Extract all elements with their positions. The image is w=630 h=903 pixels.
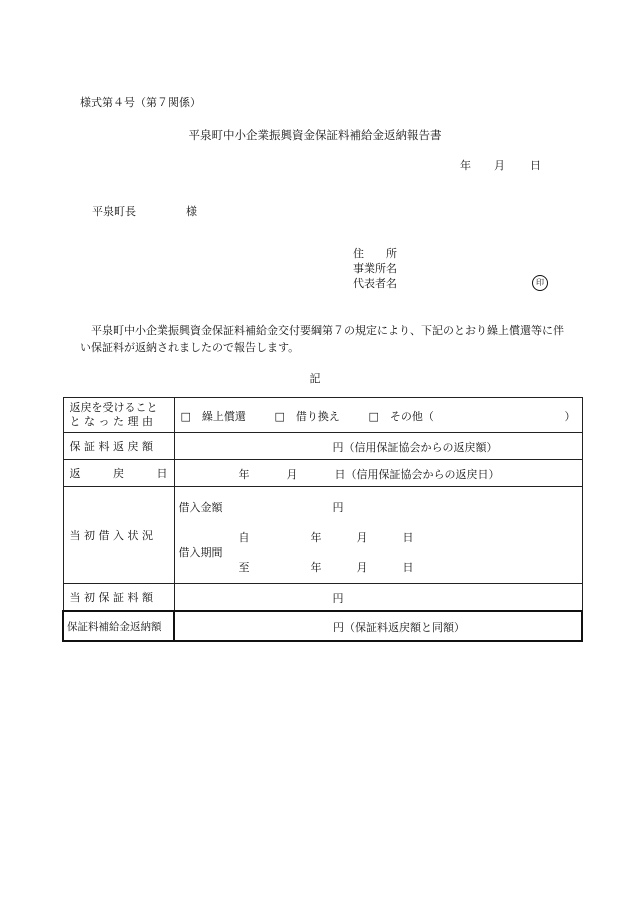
- loan-amount-label: 借入金額: [178, 501, 223, 514]
- period-to: 至: [238, 561, 250, 574]
- reason-label: [63, 398, 174, 433]
- row-return-amount: [63, 611, 582, 641]
- date-month: 月: [494, 159, 505, 172]
- initial-fee-label: 当 初 保 証 料 額: [69, 591, 153, 604]
- option-other-close: ）: [564, 410, 576, 423]
- business-name-label: 事業所名: [353, 262, 397, 275]
- row-initial-fee: [63, 584, 582, 612]
- period-from-day: 日: [402, 531, 414, 544]
- loan-amount-unit[interactable]: 円: [332, 501, 344, 514]
- row-refund-amount: [63, 433, 582, 460]
- reason-label-line1: 返戻を受けること: [69, 401, 158, 414]
- return-amount-label: 保証料補給金返納額: [67, 620, 162, 633]
- return-amount-label-cell: [63, 611, 174, 641]
- form-number: 様式第４号（第７関係）: [80, 96, 201, 109]
- period-from: 自: [238, 531, 250, 544]
- refund-date-label: [64, 465, 174, 481]
- row-reason: [63, 398, 582, 433]
- record-mark: 記: [309, 372, 321, 385]
- reason-options-cell: [174, 398, 582, 433]
- address-label: 住 所: [353, 247, 397, 260]
- option-early-repayment[interactable]: □ 繰上償還: [180, 410, 246, 423]
- period-to-day: 日: [402, 561, 414, 574]
- reason-label-line2: と な っ た 理 由: [69, 415, 153, 428]
- initial-loan-cell: [174, 487, 582, 584]
- refund-date-label-char-3: 日: [156, 467, 168, 480]
- date-year: 年: [460, 159, 471, 172]
- return-amount-unit: 円（保証料返戻額と同額）: [333, 621, 465, 634]
- refund-date-year: 年: [238, 468, 250, 481]
- body-text: 平泉町中小企業振興資金保証料補給金交付要綱第７の規定により、下記のとおり繰上償還等に伴い保証料が返納されましたので報告します。: [80, 324, 564, 354]
- initial-fee-unit: 円: [332, 592, 344, 605]
- refund-date-day: 日（信用保証協会からの返戻日）: [334, 468, 500, 481]
- row-initial-loan: [63, 487, 582, 584]
- seal-mark: 印: [532, 275, 548, 291]
- return-amount-cell[interactable]: [174, 611, 582, 641]
- refund-amount-label-cell: [63, 433, 174, 460]
- refund-date-month: 月: [286, 468, 298, 481]
- period-to-year: 年: [310, 561, 322, 574]
- loan-period-label: 借入期間: [178, 546, 223, 559]
- report-table: [62, 397, 583, 642]
- period-from-month: 月: [356, 531, 368, 544]
- row-refund-date: [63, 460, 582, 487]
- representative-label: 代表者名: [353, 277, 397, 290]
- refund-amount-cell[interactable]: [174, 433, 582, 460]
- sender-block: [353, 246, 397, 291]
- refund-amount-label: 保 証 料 返 戻 額: [69, 440, 153, 453]
- initial-fee-label-cell: [63, 584, 174, 612]
- refund-date-cell[interactable]: [174, 460, 582, 487]
- initial-fee-cell[interactable]: [174, 584, 582, 612]
- refund-date-label-char-1: 返: [69, 467, 81, 480]
- addressee: [92, 203, 197, 219]
- option-other[interactable]: □ その他（: [368, 410, 434, 423]
- initial-loan-label: 当 初 借 入 状 況: [69, 529, 153, 542]
- document-title: 平泉町中小企業振興資金保証料補給金返納報告書: [188, 128, 442, 142]
- period-to-month: 月: [356, 561, 368, 574]
- option-refinance[interactable]: □ 借り換え: [274, 410, 340, 423]
- addressee-honorific: 様: [186, 205, 197, 218]
- date-day: 日: [530, 159, 541, 172]
- period-from-year: 年: [310, 531, 322, 544]
- refund-amount-unit: 円（信用保証協会からの返戻額）: [332, 441, 498, 454]
- addressee-name: 平泉町長: [92, 205, 136, 218]
- refund-date-label-cell: [63, 460, 174, 487]
- refund-date-label-char-2: 戻: [113, 467, 124, 480]
- initial-loan-label-cell: [63, 487, 174, 584]
